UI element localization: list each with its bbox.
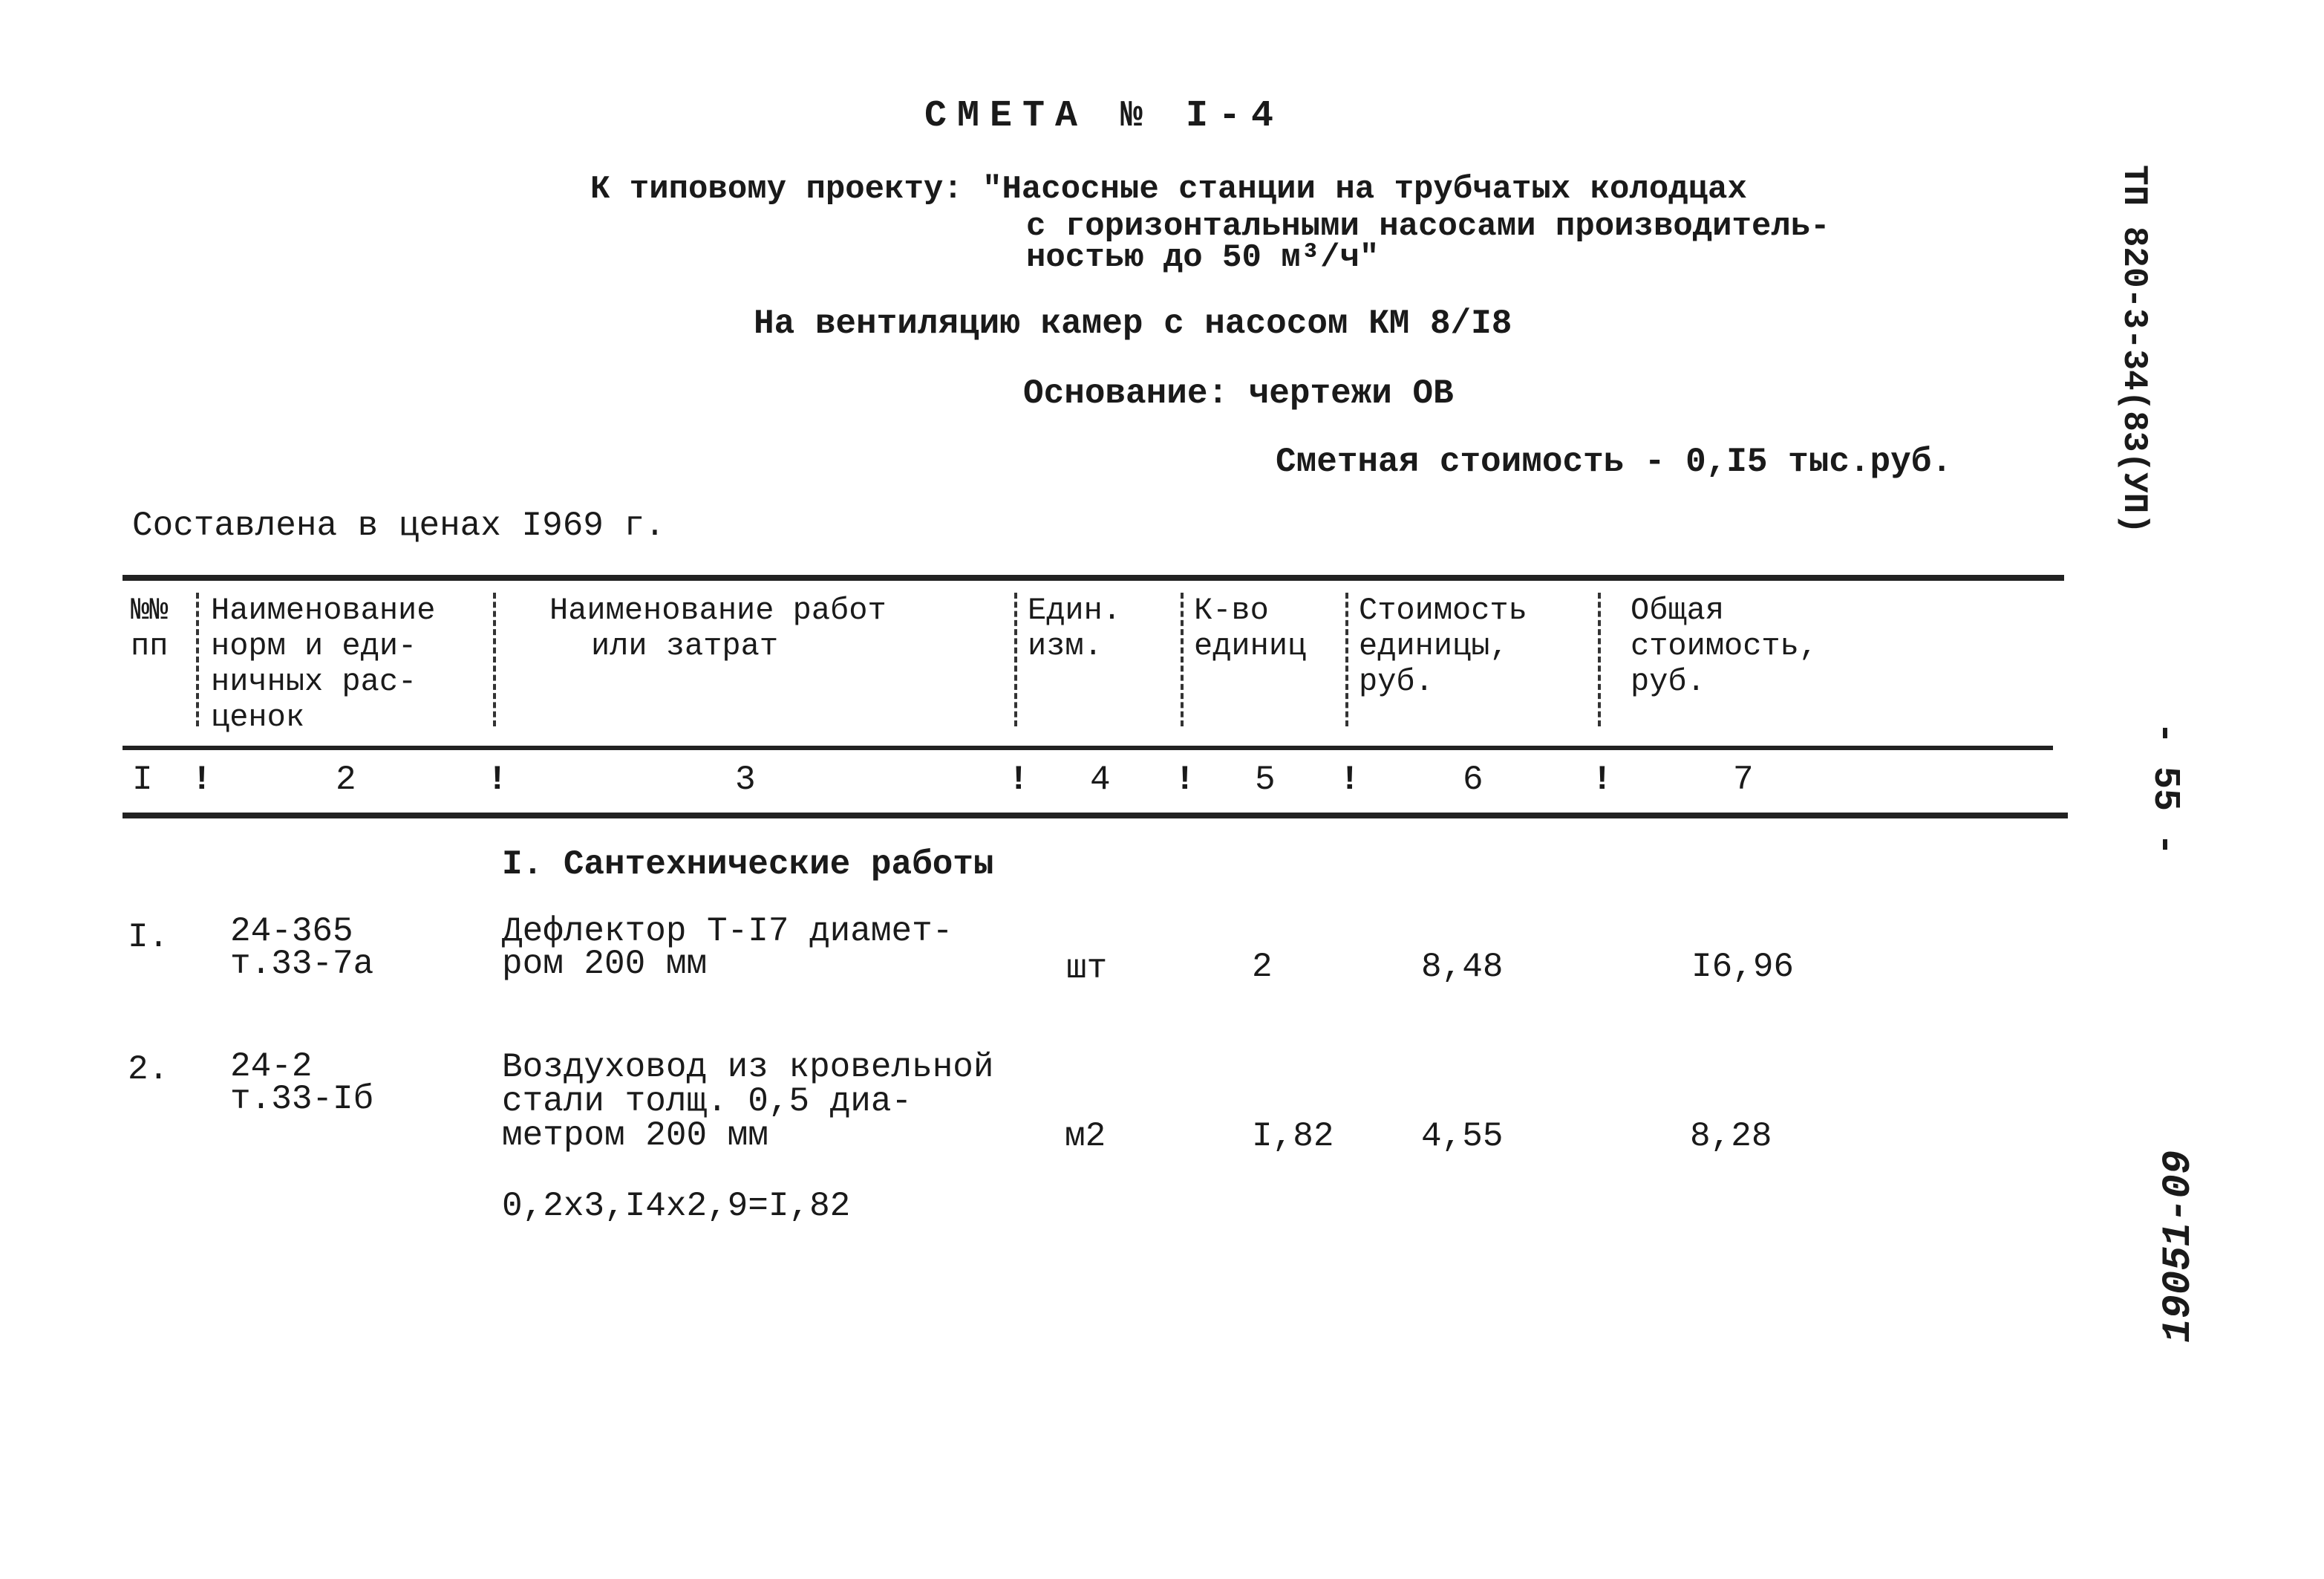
row-name-line: Дефлектор Т-I7 диамет- xyxy=(502,912,953,951)
header-separator xyxy=(1014,593,1020,726)
column-number-separator: ! xyxy=(1175,761,1195,799)
column-numbers-rule xyxy=(123,813,2068,818)
header-col-1 xyxy=(131,593,168,664)
column-number-separator: ! xyxy=(1339,761,1360,799)
column-number-separator: ! xyxy=(487,761,508,799)
row-number: 2. xyxy=(128,1050,169,1089)
header-col-1-line: №№ xyxy=(131,593,169,628)
table-top-rule xyxy=(123,575,2064,581)
header-col-6 xyxy=(1359,593,1527,700)
row-unit-cost: 8,48 xyxy=(1421,948,1504,986)
header-col-3-line: Наименование работ xyxy=(549,593,887,628)
header-col-7-line: стоимость, xyxy=(1631,628,1818,664)
column-number: 6 xyxy=(1463,761,1483,799)
header-col-7-line: руб. xyxy=(1631,664,1706,700)
header-col-7-line: Общая xyxy=(1631,593,1725,628)
header-col-6-line: Стоимость xyxy=(1359,593,1527,628)
page-number: - 55 - xyxy=(2144,722,2186,856)
estimate-subject: На вентиляцию камер с насосом КМ 8/I8 xyxy=(754,305,1512,343)
row-norm-line: т.33-7а xyxy=(230,945,374,983)
column-number: I xyxy=(132,761,153,799)
prices-note: Составлена в ценах I969 г. xyxy=(132,507,665,545)
row-norm-line: т.33-Iб xyxy=(230,1080,374,1119)
header-col-5-line: единиц xyxy=(1194,628,1307,664)
row-name xyxy=(502,1050,994,1153)
header-col-7 xyxy=(1631,593,1818,700)
header-col-4 xyxy=(1028,593,1121,664)
header-col-1-line: пп xyxy=(131,628,169,664)
row-name-line: стали толщ. 0,5 диа- xyxy=(502,1082,913,1121)
column-number-separator: ! xyxy=(1592,761,1613,799)
column-number: 5 xyxy=(1255,761,1276,799)
column-number-separator: ! xyxy=(192,761,212,799)
header-separator xyxy=(1598,593,1604,726)
row-qty: I,82 xyxy=(1252,1117,1334,1156)
project-line-1: К типовому проекту: "Насосные станции на трубчатых колодцах xyxy=(590,171,1747,208)
header-col-4-line: изм. xyxy=(1028,628,1103,664)
row-name-line: метром 200 мм xyxy=(502,1116,768,1155)
section-title: I. Сантехнические работы xyxy=(502,845,994,884)
header-col-2-line: ничных рас- xyxy=(211,664,417,700)
document-title: СМЕТА № I-4 xyxy=(924,95,1285,137)
header-col-4-line: Един. xyxy=(1028,593,1122,628)
header-separator xyxy=(1181,593,1187,726)
header-col-5-line: К-во xyxy=(1194,593,1269,628)
row-total: I6,96 xyxy=(1691,948,1795,986)
row-name-line: ром 200 мм xyxy=(502,945,708,983)
header-col-3-line: или затрат xyxy=(591,628,779,664)
row-norm xyxy=(230,1047,374,1119)
row-total: 8,28 xyxy=(1690,1117,1772,1156)
column-number: 4 xyxy=(1090,761,1111,799)
column-number: 2 xyxy=(336,761,356,799)
estimate-basis: Основание: чертежи ОВ xyxy=(1023,374,1454,413)
header-bottom-rule xyxy=(123,746,2053,750)
row-unit-cost: 4,55 xyxy=(1421,1117,1504,1156)
estimate-cost: Сметная стоимость - 0,I5 тыс.руб. xyxy=(1276,443,1952,481)
archive-number: 19051-09 xyxy=(2156,1150,2201,1343)
row-number: I. xyxy=(128,918,169,957)
row-norm-line: 24-365 xyxy=(230,912,353,951)
row-unit: м2 xyxy=(1065,1117,1106,1156)
header-col-6-line: единицы, xyxy=(1359,628,1509,664)
row-qty: 2 xyxy=(1252,948,1273,986)
header-col-2 xyxy=(211,593,435,735)
column-number: 7 xyxy=(1733,761,1754,799)
row-name xyxy=(502,912,953,983)
row-name-line: Воздуховод из кровельной xyxy=(502,1048,994,1087)
header-col-3 xyxy=(549,593,887,664)
header-col-2-line: норм и еди- xyxy=(211,628,417,664)
document-code: ТП 820-3-34(83(УП) xyxy=(2115,165,2153,534)
column-number-separator: ! xyxy=(1008,761,1029,799)
project-line-3: ностью до 50 м³/ч" xyxy=(1026,239,1380,276)
header-separator xyxy=(493,593,499,726)
column-number: 3 xyxy=(735,761,756,799)
header-col-2-line: Наименование xyxy=(211,593,436,628)
row-norm-line: 24-2 xyxy=(230,1047,313,1086)
header-col-2-line: ценок xyxy=(211,700,305,735)
header-separator xyxy=(196,593,202,726)
row-norm xyxy=(230,912,374,983)
header-col-5 xyxy=(1194,593,1306,664)
header-separator xyxy=(1345,593,1351,726)
row-calculation: 0,2х3,I4х2,9=I,82 xyxy=(502,1187,851,1225)
row-unit: шт xyxy=(1066,949,1108,988)
project-line-2: с горизонтальными насосами производитель- xyxy=(1026,208,1830,245)
header-col-6-line: руб. xyxy=(1359,664,1434,700)
